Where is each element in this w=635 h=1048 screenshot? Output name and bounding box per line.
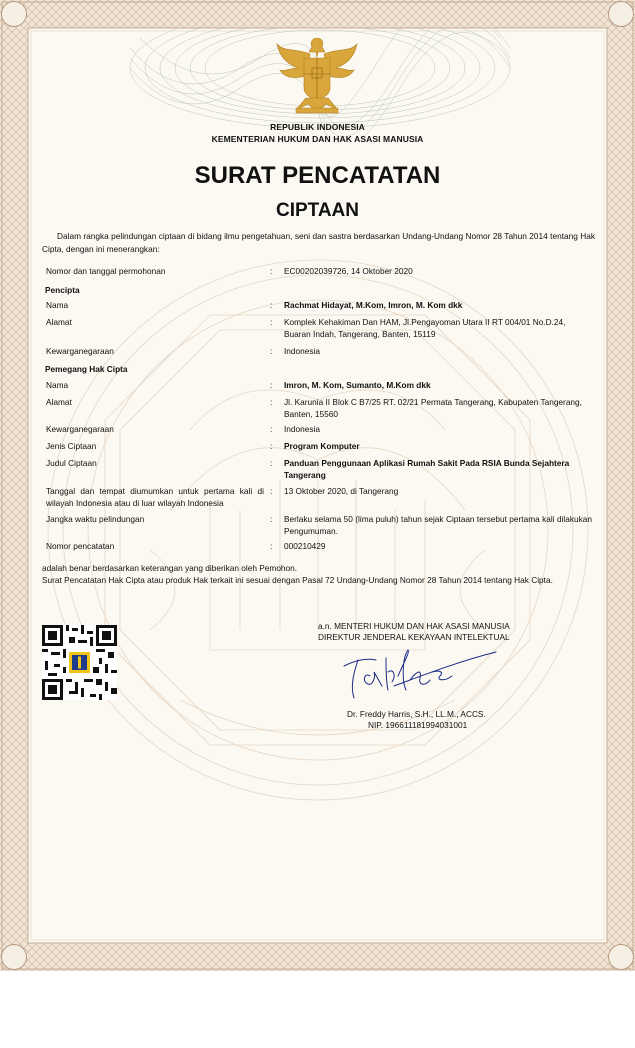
separator: : bbox=[270, 300, 273, 310]
separator: : bbox=[270, 514, 273, 524]
record-number: 000210429 bbox=[284, 541, 326, 551]
creator-nationality: Indonesia bbox=[284, 346, 320, 356]
separator: : bbox=[270, 424, 273, 434]
separator: : bbox=[270, 541, 273, 551]
signatory-nip: NIP. 196611181994031001 bbox=[368, 720, 468, 730]
corner-ornament-top-left bbox=[1, 1, 27, 27]
country-name: REPUBLIK INDONESIA bbox=[270, 122, 365, 132]
work-type-label: Jenis Ciptaan bbox=[46, 441, 97, 451]
separator: : bbox=[270, 397, 273, 407]
holder-name-label: Nama bbox=[46, 380, 69, 390]
separator: : bbox=[270, 486, 273, 496]
holder-address-label: Alamat bbox=[46, 397, 72, 407]
ministry-name: KEMENTERIAN HUKUM DAN HAK ASASI MANUSIA bbox=[211, 134, 424, 144]
handwritten-signature bbox=[336, 642, 501, 702]
separator: : bbox=[270, 266, 273, 276]
creator-address: Komplek Kehakiman Dan HAM, Jl.Pengayoman Utara II RT 004/01 No.D.24, Buaran Indah, Tangerang, Banten, 15119 bbox=[284, 317, 566, 339]
holder-section-title: Pemegang Hak Cipta bbox=[45, 364, 128, 374]
separator: : bbox=[270, 458, 273, 468]
creator-nationality-label: Kewarganegaraan bbox=[46, 346, 114, 356]
document-title: SURAT PENCATATAN bbox=[194, 162, 441, 189]
record-number-label: Nomor pencatatan bbox=[46, 541, 115, 551]
garuda-emblem-icon bbox=[272, 30, 362, 116]
separator: : bbox=[270, 317, 273, 327]
qr-code bbox=[42, 625, 117, 700]
intro-paragraph: Dalam rangka pelindungan ciptaan di bidang ilmu pengetahuan, seni dan sastra berdasarkan Undang-Undang Nomor 28 Tahun 2014 tentang Hak Cipta, dengan ini menerangkan: bbox=[42, 231, 595, 254]
announcement-label: Tanggal dan tempat diumumkan untuk pertama kali di wilayah Indonesia atau di luar wilayah Indonesia bbox=[46, 486, 264, 508]
separator: : bbox=[270, 346, 273, 356]
creator-section-title: Pencipta bbox=[45, 285, 80, 295]
document-subtitle: CIPTAAN bbox=[275, 200, 360, 221]
corner-ornament-top-right bbox=[608, 1, 634, 27]
corner-ornament-bottom-left bbox=[1, 944, 27, 970]
footer-legal-note: Surat Pencatatan Hak Cipta atau produk Hak terkait ini sesuai dengan Pasal 72 Undang-Undang Nomor 28 Tahun 2014 tentang Hak Cipta. bbox=[42, 575, 553, 585]
separator: : bbox=[270, 380, 273, 390]
protection-period: Berlaku selama 50 (lima puluh) tahun sejak Ciptaan tersebut pertama kali dilakukan Pengumuman. bbox=[284, 514, 592, 536]
separator: : bbox=[270, 441, 273, 451]
announcement-value: 13 Oktober 2020, di Tangerang bbox=[284, 486, 399, 496]
holder-address: Jl. Karunia II Blok C B7/25 RT. 02/21 Permata Tangerang, Kabupaten Tangerang, Banten, 15560 bbox=[284, 397, 582, 419]
signature-position: DIREKTUR JENDERAL KEKAYAAN INTELEKTUAL bbox=[318, 632, 510, 642]
application-value: EC00202039726, 14 Oktober 2020 bbox=[284, 266, 413, 276]
work-title: Panduan Penggunaan Aplikasi Rumah Sakit Pada RSIA Bunda Sejahtera Tangerang bbox=[284, 458, 570, 480]
holder-nationality-label: Kewarganegaraan bbox=[46, 424, 114, 434]
signature-on-behalf: a.n. MENTERI HUKUM DAN HAK ASASI MANUSIA bbox=[318, 621, 510, 631]
application-label: Nomor dan tanggal permohonan bbox=[46, 266, 166, 276]
creator-name-label: Nama bbox=[46, 300, 69, 310]
creator-address-label: Alamat bbox=[46, 317, 72, 327]
holder-name: Imron, M. Kom, Sumanto, M.Kom dkk bbox=[284, 380, 431, 390]
work-type: Program Komputer bbox=[284, 441, 360, 451]
signatory-name: Dr. Freddy Harris, S.H., LL.M., ACCS. bbox=[347, 709, 486, 719]
footer-statement: adalah benar berdasarkan keterangan yang diberikan oleh Pemohon. bbox=[42, 563, 298, 573]
holder-nationality: Indonesia bbox=[284, 424, 320, 434]
protection-period-label: Jangka waktu pelindungan bbox=[46, 514, 145, 524]
creator-name: Rachmat Hidayat, M.Kom, Imron, M. Kom dkk bbox=[284, 300, 463, 310]
work-title-label: Judul Ciptaan bbox=[46, 458, 97, 468]
corner-ornament-bottom-right bbox=[608, 944, 634, 970]
